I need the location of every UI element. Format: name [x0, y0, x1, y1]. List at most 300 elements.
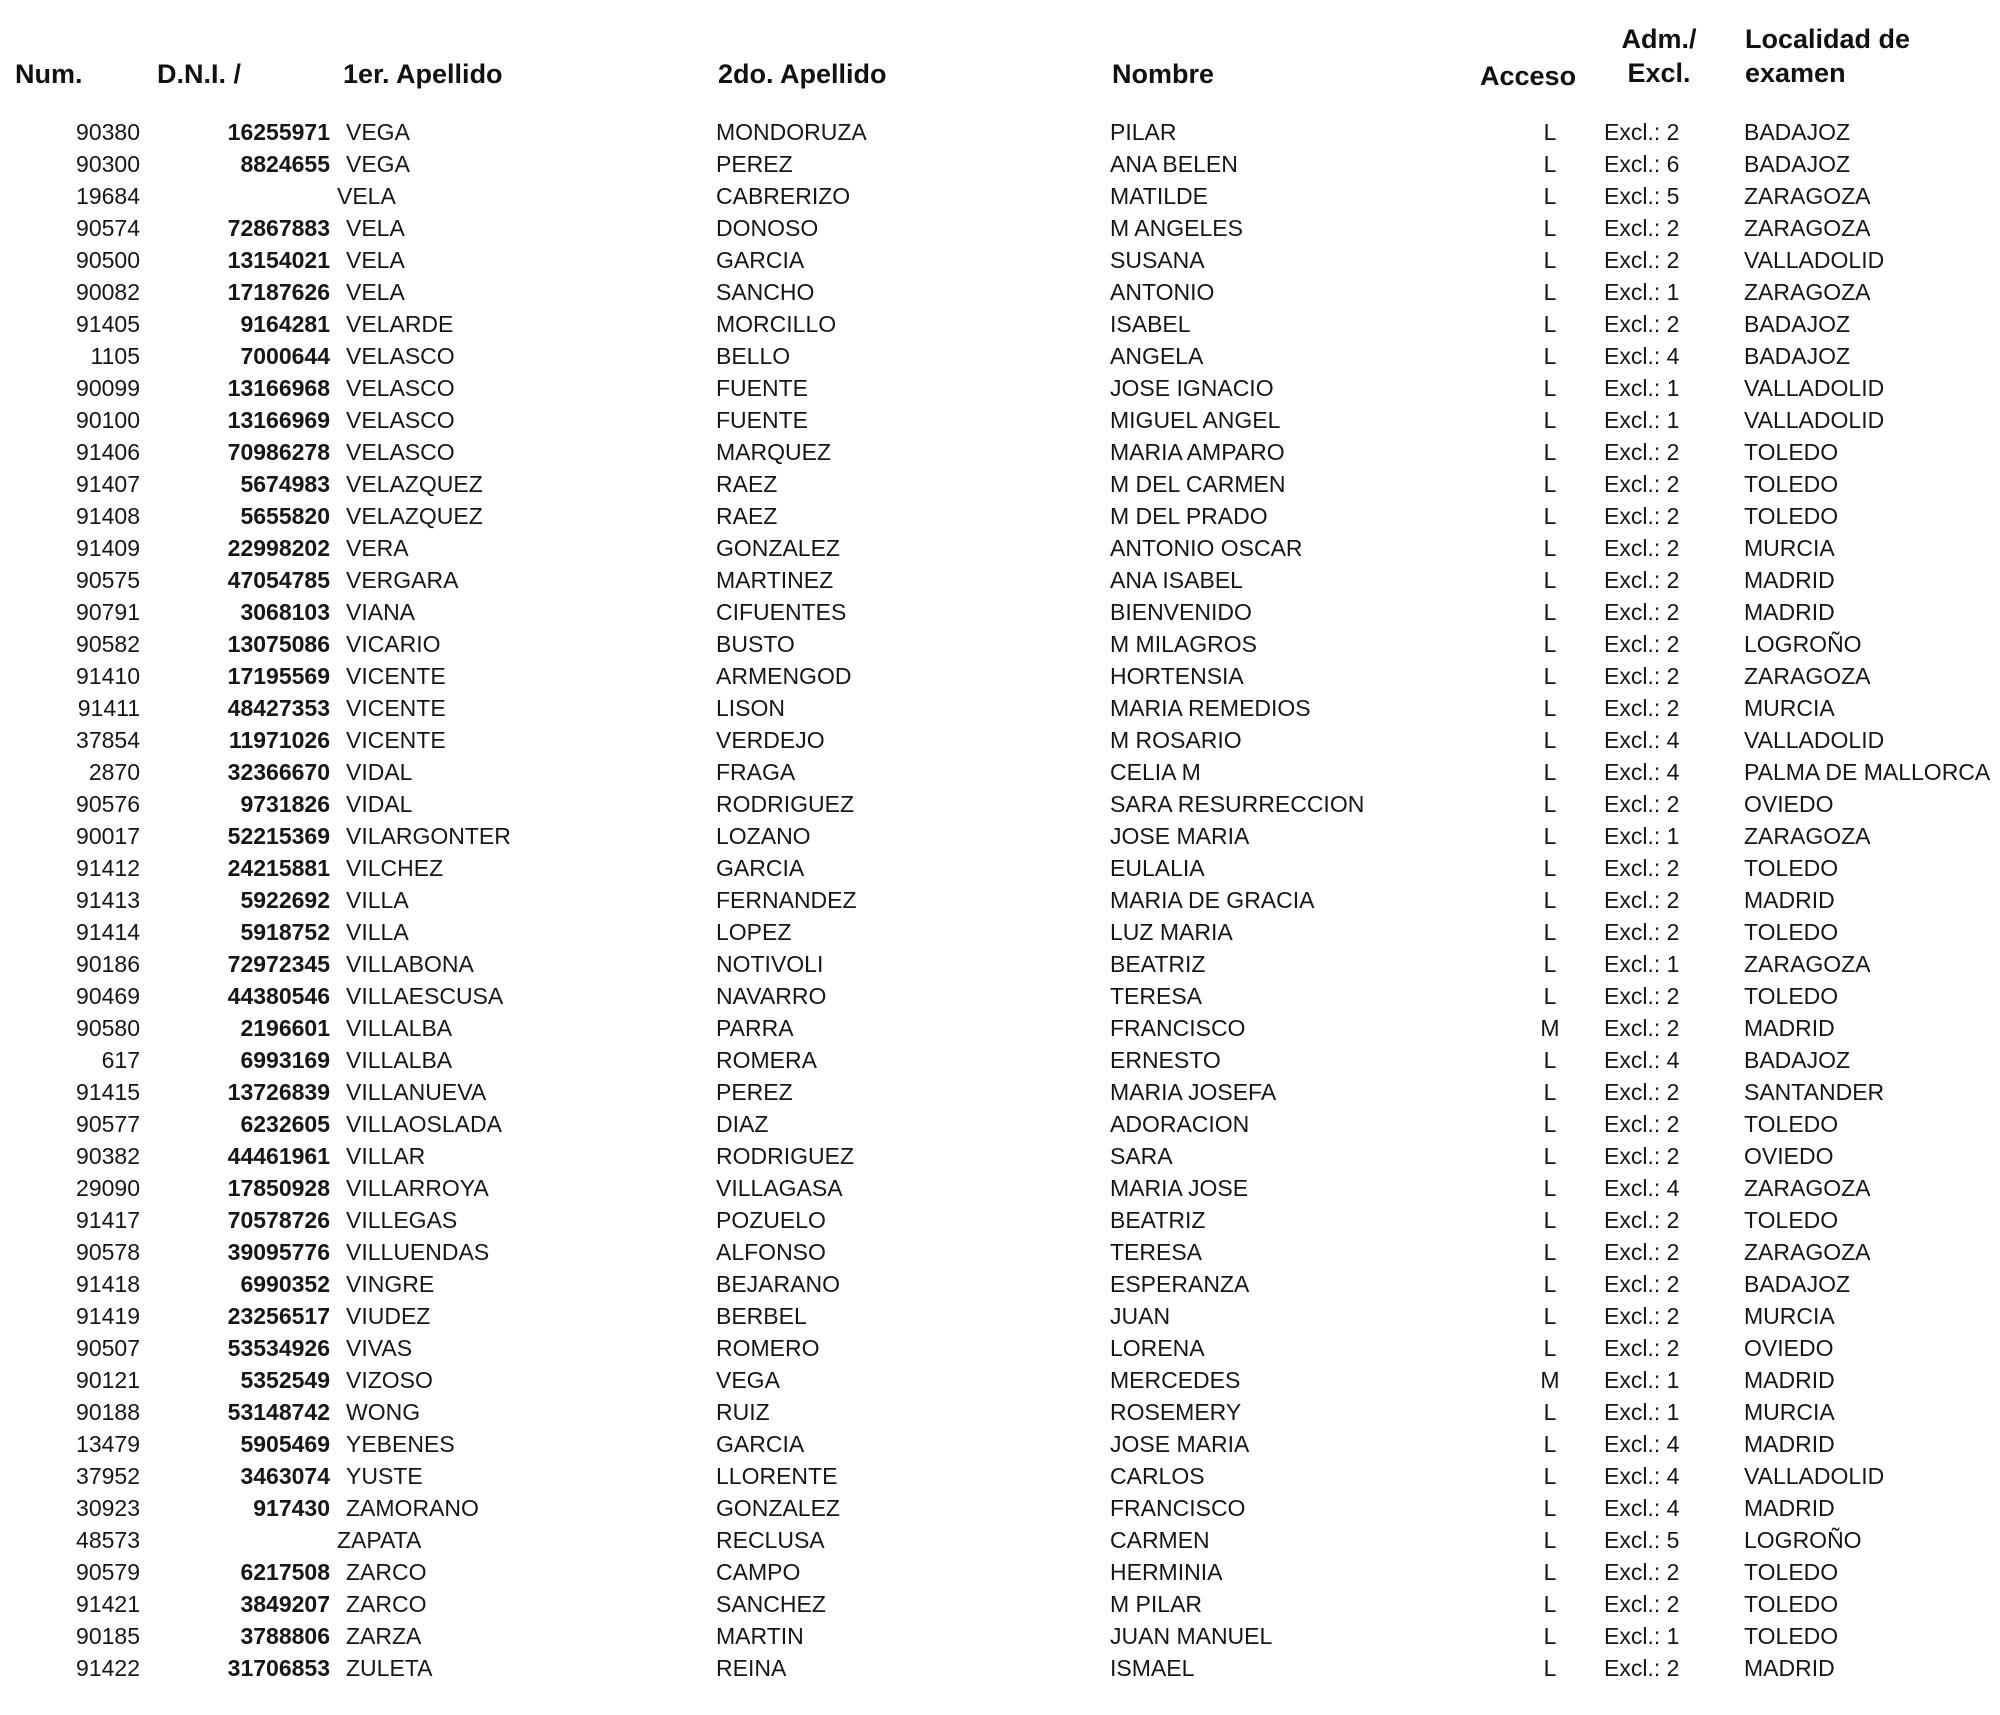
table-row — [0, 1268, 2000, 1300]
cell-dni: 22998202 — [227, 535, 330, 561]
cell-adm-excl: Excl.: 4 — [1604, 727, 1680, 753]
table-row — [0, 1588, 2000, 1620]
table-row — [0, 788, 2000, 820]
cell-apellido1: VELAZQUEZ — [346, 471, 483, 497]
cell-apellido1: VELARDE — [346, 311, 454, 337]
cell-acceso: M — [1540, 1015, 1560, 1041]
cell-apellido2: POZUELO — [716, 1207, 826, 1233]
cell-acceso: L — [1543, 887, 1557, 913]
cell-acceso: L — [1543, 503, 1557, 529]
cell-localidad: ZARAGOZA — [1744, 279, 1871, 305]
cell-localidad: BADAJOZ — [1744, 151, 1851, 177]
cell-nombre: TERESA — [1110, 1239, 1203, 1265]
table-row — [0, 468, 2000, 500]
cell-nombre: ANTONIO — [1110, 279, 1215, 305]
cell-apellido1: VELA — [337, 183, 396, 209]
cell-apellido1: VERGARA — [346, 567, 459, 593]
cell-num: 90574 — [76, 215, 140, 241]
cell-adm-excl: Excl.: 2 — [1604, 247, 1680, 273]
cell-apellido2: ROMERO — [716, 1335, 820, 1361]
cell-adm-excl: Excl.: 2 — [1604, 1015, 1680, 1041]
cell-num: 37854 — [76, 727, 140, 753]
cell-adm-excl: Excl.: 2 — [1604, 1239, 1680, 1265]
cell-nombre: ISABEL — [1110, 311, 1191, 337]
cell-apellido2: NAVARRO — [716, 983, 827, 1009]
cell-acceso: L — [1543, 1111, 1557, 1137]
cell-acceso: L — [1543, 1623, 1557, 1649]
cell-acceso: L — [1543, 279, 1557, 305]
cell-apellido1: VIUDEZ — [346, 1303, 431, 1329]
cell-nombre: JOSE IGNACIO — [1110, 375, 1274, 401]
cell-apellido1: VILLEGAS — [346, 1207, 458, 1233]
cell-dni: 13166968 — [227, 375, 330, 401]
table-row — [0, 948, 2000, 980]
table-row — [0, 276, 2000, 308]
cell-acceso: L — [1543, 1335, 1557, 1361]
cell-apellido2: FUENTE — [716, 375, 808, 401]
cell-localidad: TOLEDO — [1744, 1559, 1839, 1585]
cell-dni: 13154021 — [227, 247, 330, 273]
cell-apellido2: CABRERIZO — [716, 183, 851, 209]
header-adm-excl — [1618, 22, 1700, 90]
table-row — [0, 244, 2000, 276]
cell-apellido2: LISON — [716, 695, 786, 721]
cell-adm-excl: Excl.: 2 — [1604, 855, 1680, 881]
cell-apellido2: MORCILLO — [716, 311, 837, 337]
cell-apellido2: GARCIA — [716, 247, 805, 273]
cell-adm-excl: Excl.: 1 — [1604, 1399, 1680, 1425]
cell-num: 91411 — [77, 695, 140, 721]
cell-apellido1: WONG — [346, 1399, 421, 1425]
cell-nombre: ESPERANZA — [1110, 1271, 1250, 1297]
cell-apellido2: LOPEZ — [716, 919, 792, 945]
table-row — [0, 372, 2000, 404]
table-row — [0, 212, 2000, 244]
cell-nombre: PILAR — [1110, 119, 1177, 145]
cell-num: 90017 — [76, 823, 140, 849]
cell-dni: 917430 — [253, 1495, 330, 1521]
cell-nombre: HERMINIA — [1110, 1559, 1223, 1585]
table-row — [0, 756, 2000, 788]
cell-nombre: ERNESTO — [1110, 1047, 1221, 1073]
cell-num: 90100 — [76, 407, 140, 433]
cell-adm-excl: Excl.: 4 — [1604, 343, 1680, 369]
table-row — [0, 500, 2000, 532]
cell-dni: 5918752 — [240, 919, 330, 945]
cell-acceso: L — [1543, 1591, 1557, 1617]
cell-apellido2: SANCHO — [716, 279, 815, 305]
cell-localidad: MADRID — [1744, 1431, 1835, 1457]
cell-apellido2: RAEZ — [716, 471, 778, 497]
cell-adm-excl: Excl.: 2 — [1604, 1559, 1680, 1585]
cell-nombre: M DEL PRADO — [1110, 503, 1268, 529]
cell-adm-excl: Excl.: 2 — [1604, 791, 1680, 817]
table-row — [0, 980, 2000, 1012]
cell-num: 90507 — [76, 1335, 140, 1361]
header-localidad-line1: Localidad de — [1745, 24, 1911, 54]
cell-num: 19684 — [76, 183, 140, 209]
header-apellido2: 2do. Apellido — [718, 59, 887, 89]
cell-apellido2: PARRA — [716, 1015, 794, 1041]
table-row — [0, 436, 2000, 468]
cell-adm-excl: Excl.: 2 — [1604, 887, 1680, 913]
cell-nombre: EULALIA — [1110, 855, 1205, 881]
cell-dni: 70986278 — [227, 439, 330, 465]
table-row — [0, 1300, 2000, 1332]
cell-acceso: L — [1543, 119, 1557, 145]
cell-dni: 52215369 — [227, 823, 330, 849]
cell-acceso: L — [1543, 1303, 1557, 1329]
cell-apellido1: ZAPATA — [337, 1527, 422, 1553]
cell-acceso: L — [1543, 983, 1557, 1009]
cell-num: 2870 — [88, 759, 140, 785]
table-row — [0, 1652, 2000, 1684]
cell-acceso: L — [1543, 1079, 1557, 1105]
cell-localidad: ZARAGOZA — [1744, 1239, 1871, 1265]
cell-localidad: MURCIA — [1744, 535, 1835, 561]
cell-apellido1: ZAMORANO — [346, 1495, 479, 1521]
cell-adm-excl: Excl.: 1 — [1604, 1623, 1680, 1649]
cell-localidad: OVIEDO — [1744, 1143, 1834, 1169]
cell-num: 90099 — [76, 375, 140, 401]
cell-dni: 70578726 — [227, 1207, 330, 1233]
cell-apellido1: VILLARROYA — [346, 1175, 489, 1201]
cell-localidad: VALLADOLID — [1744, 727, 1885, 753]
cell-dni: 48427353 — [227, 695, 330, 721]
cell-localidad: TOLEDO — [1744, 919, 1839, 945]
cell-num: 90577 — [76, 1111, 140, 1137]
cell-apellido2: GARCIA — [716, 855, 805, 881]
cell-nombre: M PILAR — [1110, 1591, 1203, 1617]
cell-adm-excl: Excl.: 4 — [1604, 1463, 1680, 1489]
table-row — [0, 564, 2000, 596]
cell-dni: 11971026 — [228, 727, 330, 753]
cell-num: 91418 — [76, 1271, 140, 1297]
table-row — [0, 1012, 2000, 1044]
cell-localidad: ZARAGOZA — [1744, 183, 1871, 209]
cell-dni: 3068103 — [240, 599, 330, 625]
table-row — [0, 660, 2000, 692]
header-localidad-line2: examen — [1745, 58, 1846, 88]
cell-dni: 53534926 — [227, 1335, 330, 1361]
cell-apellido1: VELA — [346, 279, 405, 305]
cell-dni: 16255971 — [227, 119, 330, 145]
table-row — [0, 1620, 2000, 1652]
cell-num: 91408 — [76, 503, 140, 529]
cell-apellido1: VINGRE — [346, 1271, 435, 1297]
cell-dni: 5655820 — [240, 503, 330, 529]
cell-apellido1: VILLALBA — [346, 1015, 453, 1041]
cell-adm-excl: Excl.: 2 — [1604, 1655, 1680, 1681]
cell-localidad: OVIEDO — [1744, 1335, 1834, 1361]
cell-apellido1: VILLUENDAS — [346, 1239, 490, 1265]
cell-acceso: L — [1543, 1495, 1557, 1521]
cell-apellido1: VILLA — [346, 887, 409, 913]
cell-adm-excl: Excl.: 2 — [1604, 1335, 1680, 1361]
table-row — [0, 916, 2000, 948]
cell-nombre: MERCEDES — [1110, 1367, 1241, 1393]
table-row — [0, 852, 2000, 884]
cell-apellido2: FRAGA — [716, 759, 796, 785]
table-row — [0, 1108, 2000, 1140]
cell-acceso: L — [1543, 375, 1557, 401]
cell-acceso: L — [1543, 1655, 1557, 1681]
cell-num: 91413 — [76, 887, 140, 913]
cell-localidad: TOLEDO — [1744, 1591, 1839, 1617]
cell-num: 29090 — [76, 1175, 140, 1201]
cell-adm-excl: Excl.: 4 — [1604, 1175, 1680, 1201]
cell-apellido2: DONOSO — [716, 215, 819, 241]
cell-localidad: TOLEDO — [1744, 1111, 1839, 1137]
table-row — [0, 1204, 2000, 1236]
header-adm-line2: Excl. — [1627, 58, 1691, 88]
cell-apellido2: LLORENTE — [716, 1463, 838, 1489]
table-row — [0, 1556, 2000, 1588]
cell-apellido1: VEGA — [346, 119, 410, 145]
cell-num: 617 — [101, 1047, 140, 1073]
cell-apellido1: ZULETA — [346, 1655, 433, 1681]
header-acceso: Acceso — [1480, 61, 1577, 91]
header-dni: D.N.I. / — [157, 59, 242, 89]
cell-apellido1: VELA — [346, 215, 405, 241]
cell-apellido2: FUENTE — [716, 407, 808, 433]
cell-apellido1: VERA — [346, 535, 409, 561]
cell-localidad: MADRID — [1744, 887, 1835, 913]
table-row — [0, 724, 2000, 756]
table-row — [0, 116, 2000, 148]
cell-num: 90469 — [76, 983, 140, 1009]
cell-num: 91415 — [76, 1079, 140, 1105]
cell-apellido2: LOZANO — [716, 823, 811, 849]
cell-nombre: TERESA — [1110, 983, 1203, 1009]
cell-apellido2: MARTIN — [716, 1623, 804, 1649]
cell-apellido1: YUSTE — [346, 1463, 423, 1489]
cell-nombre: BEATRIZ — [1110, 951, 1206, 977]
cell-localidad: ZARAGOZA — [1744, 823, 1871, 849]
cell-apellido2: RUIZ — [716, 1399, 770, 1425]
cell-acceso: M — [1540, 1367, 1560, 1393]
cell-apellido1: ZARZA — [346, 1623, 422, 1649]
cell-acceso: L — [1543, 1047, 1557, 1073]
header-localidad — [1745, 22, 1910, 90]
cell-dni: 44461961 — [227, 1143, 330, 1169]
cell-acceso: L — [1543, 823, 1557, 849]
cell-acceso: L — [1543, 791, 1557, 817]
cell-nombre: BIENVENIDO — [1110, 599, 1252, 625]
cell-nombre: MATILDE — [1110, 183, 1208, 209]
cell-adm-excl: Excl.: 1 — [1604, 375, 1680, 401]
table-row — [0, 692, 2000, 724]
cell-apellido2: BEJARANO — [716, 1271, 840, 1297]
cell-acceso: L — [1543, 311, 1557, 337]
cell-localidad: MADRID — [1744, 567, 1835, 593]
cell-num: 90382 — [76, 1143, 140, 1169]
cell-num: 90121 — [76, 1367, 140, 1393]
cell-apellido2: ARMENGOD — [716, 663, 852, 689]
cell-localidad: MADRID — [1744, 1655, 1835, 1681]
cell-nombre: JUAN — [1110, 1303, 1171, 1329]
cell-apellido1: VILLAR — [346, 1143, 426, 1169]
cell-dni: 23256517 — [227, 1303, 330, 1329]
cell-num: 90580 — [76, 1015, 140, 1041]
cell-dni: 13726839 — [227, 1079, 330, 1105]
cell-localidad: VALLADOLID — [1744, 407, 1885, 433]
cell-num: 91414 — [76, 919, 140, 945]
cell-adm-excl: Excl.: 6 — [1604, 151, 1680, 177]
cell-num: 90185 — [76, 1623, 140, 1649]
cell-num: 90579 — [76, 1559, 140, 1585]
cell-adm-excl: Excl.: 2 — [1604, 1303, 1680, 1329]
cell-num: 91417 — [76, 1207, 140, 1233]
cell-nombre: CARMEN — [1110, 1527, 1210, 1553]
cell-apellido2: RODRIGUEZ — [716, 791, 854, 817]
cell-localidad: VALLADOLID — [1744, 375, 1885, 401]
cell-dni: 9731826 — [240, 791, 330, 817]
cell-adm-excl: Excl.: 2 — [1604, 439, 1680, 465]
cell-localidad: VALLADOLID — [1744, 247, 1885, 273]
table-row — [0, 1236, 2000, 1268]
cell-adm-excl: Excl.: 4 — [1604, 1495, 1680, 1521]
cell-apellido1: VILLA — [346, 919, 409, 945]
cell-localidad: LOGROÑO — [1744, 1527, 1862, 1553]
header-num: Num. — [15, 59, 83, 89]
cell-acceso: L — [1543, 151, 1557, 177]
cell-apellido1: VIVAS — [346, 1335, 413, 1361]
cell-apellido2: GONZALEZ — [716, 1495, 840, 1521]
cell-num: 1105 — [90, 343, 140, 369]
cell-acceso: L — [1543, 759, 1557, 785]
cell-apellido2: ROMERA — [716, 1047, 817, 1073]
cell-apellido1: VIANA — [346, 599, 416, 625]
cell-nombre: ADORACION — [1110, 1111, 1250, 1137]
table-row — [0, 884, 2000, 916]
cell-localidad: TOLEDO — [1744, 855, 1839, 881]
cell-num: 91419 — [76, 1303, 140, 1329]
cell-localidad: TOLEDO — [1744, 503, 1839, 529]
cell-apellido1: VILARGONTER — [346, 823, 511, 849]
cell-acceso: L — [1543, 599, 1557, 625]
cell-dni: 17195569 — [227, 663, 330, 689]
cell-apellido1: VIDAL — [346, 759, 413, 785]
cell-nombre: MARIA AMPARO — [1110, 439, 1285, 465]
cell-dni: 7000644 — [240, 343, 330, 369]
cell-dni: 3849207 — [240, 1591, 330, 1617]
cell-num: 91410 — [76, 663, 140, 689]
cell-apellido2: PEREZ — [716, 151, 793, 177]
cell-localidad: PALMA DE MALLORCA — [1744, 759, 1991, 785]
cell-num: 91406 — [76, 439, 140, 465]
cell-dni: 24215881 — [227, 855, 330, 881]
cell-num: 30923 — [76, 1495, 140, 1521]
cell-apellido2: GARCIA — [716, 1431, 805, 1457]
cell-num: 90188 — [76, 1399, 140, 1425]
cell-nombre: M DEL CARMEN — [1110, 471, 1286, 497]
cell-num: 90576 — [76, 791, 140, 817]
cell-nombre: MARIA JOSE — [1110, 1175, 1249, 1201]
cell-apellido1: VICENTE — [346, 663, 446, 689]
cell-localidad: VALLADOLID — [1744, 1463, 1885, 1489]
cell-num: 37952 — [76, 1463, 140, 1489]
cell-nombre: ISMAEL — [1110, 1655, 1195, 1681]
table-row — [0, 404, 2000, 436]
cell-nombre: ANTONIO OSCAR — [1110, 535, 1303, 561]
cell-adm-excl: Excl.: 2 — [1604, 1207, 1680, 1233]
cell-dni: 39095776 — [227, 1239, 330, 1265]
table-row — [0, 532, 2000, 564]
cell-adm-excl: Excl.: 1 — [1604, 407, 1680, 433]
cell-adm-excl: Excl.: 2 — [1604, 471, 1680, 497]
cell-apellido1: VELAZQUEZ — [346, 503, 483, 529]
cell-nombre: BEATRIZ — [1110, 1207, 1206, 1233]
table-row — [0, 1172, 2000, 1204]
cell-apellido1: VILLAOSLADA — [346, 1111, 502, 1137]
table-row — [0, 820, 2000, 852]
cell-localidad: MADRID — [1744, 1367, 1835, 1393]
cell-adm-excl: Excl.: 4 — [1604, 759, 1680, 785]
cell-num: 90575 — [76, 567, 140, 593]
cell-adm-excl: Excl.: 2 — [1604, 567, 1680, 593]
cell-num: 91421 — [76, 1591, 140, 1617]
cell-apellido2: CAMPO — [716, 1559, 801, 1585]
cell-localidad: ZARAGOZA — [1744, 1175, 1871, 1201]
cell-localidad: MADRID — [1744, 599, 1835, 625]
cell-acceso: L — [1543, 1463, 1557, 1489]
cell-dni: 2196601 — [240, 1015, 330, 1041]
cell-apellido1: VIDAL — [346, 791, 413, 817]
cell-localidad: MADRID — [1744, 1495, 1835, 1521]
cell-acceso: L — [1543, 631, 1557, 657]
cell-localidad: TOLEDO — [1744, 1207, 1839, 1233]
cell-acceso: L — [1543, 1207, 1557, 1233]
cell-apellido1: VELA — [346, 247, 405, 273]
cell-nombre: ROSEMERY — [1110, 1399, 1242, 1425]
header-adm-line1: Adm./ — [1621, 24, 1697, 54]
cell-adm-excl: Excl.: 1 — [1604, 1367, 1680, 1393]
cell-num: 90791 — [76, 599, 140, 625]
cell-acceso: L — [1543, 1239, 1557, 1265]
cell-dni: 13075086 — [227, 631, 330, 657]
header-nombre: Nombre — [1112, 59, 1215, 89]
cell-apellido2: BERBEL — [716, 1303, 807, 1329]
cell-apellido2: VEGA — [716, 1367, 780, 1393]
cell-localidad: BADAJOZ — [1744, 311, 1851, 337]
cell-adm-excl: Excl.: 2 — [1604, 1079, 1680, 1105]
cell-adm-excl: Excl.: 1 — [1604, 823, 1680, 849]
cell-adm-excl: Excl.: 2 — [1604, 503, 1680, 529]
cell-apellido2: VILLAGASA — [716, 1175, 843, 1201]
cell-adm-excl: Excl.: 2 — [1604, 1111, 1680, 1137]
cell-nombre: ANA ISABEL — [1110, 567, 1243, 593]
cell-num: 90082 — [76, 279, 140, 305]
cell-dni: 44380546 — [227, 983, 330, 1009]
cell-apellido1: VICENTE — [346, 727, 446, 753]
cell-localidad: BADAJOZ — [1744, 1047, 1851, 1073]
cell-nombre: MARIA JOSEFA — [1110, 1079, 1277, 1105]
cell-adm-excl: Excl.: 2 — [1604, 1143, 1680, 1169]
cell-acceso: L — [1543, 471, 1557, 497]
cell-nombre: FRANCISCO — [1110, 1495, 1246, 1521]
cell-adm-excl: Excl.: 2 — [1604, 695, 1680, 721]
cell-nombre: CELIA M — [1110, 759, 1201, 785]
cell-num: 90380 — [76, 119, 140, 145]
cell-apellido2: FERNANDEZ — [716, 887, 857, 913]
cell-apellido2: CIFUENTES — [716, 599, 847, 625]
cell-adm-excl: Excl.: 2 — [1604, 599, 1680, 625]
cell-acceso: L — [1543, 951, 1557, 977]
cell-dni: 6993169 — [240, 1047, 330, 1073]
cell-adm-excl: Excl.: 5 — [1604, 183, 1680, 209]
cell-dni: 72972345 — [227, 951, 330, 977]
